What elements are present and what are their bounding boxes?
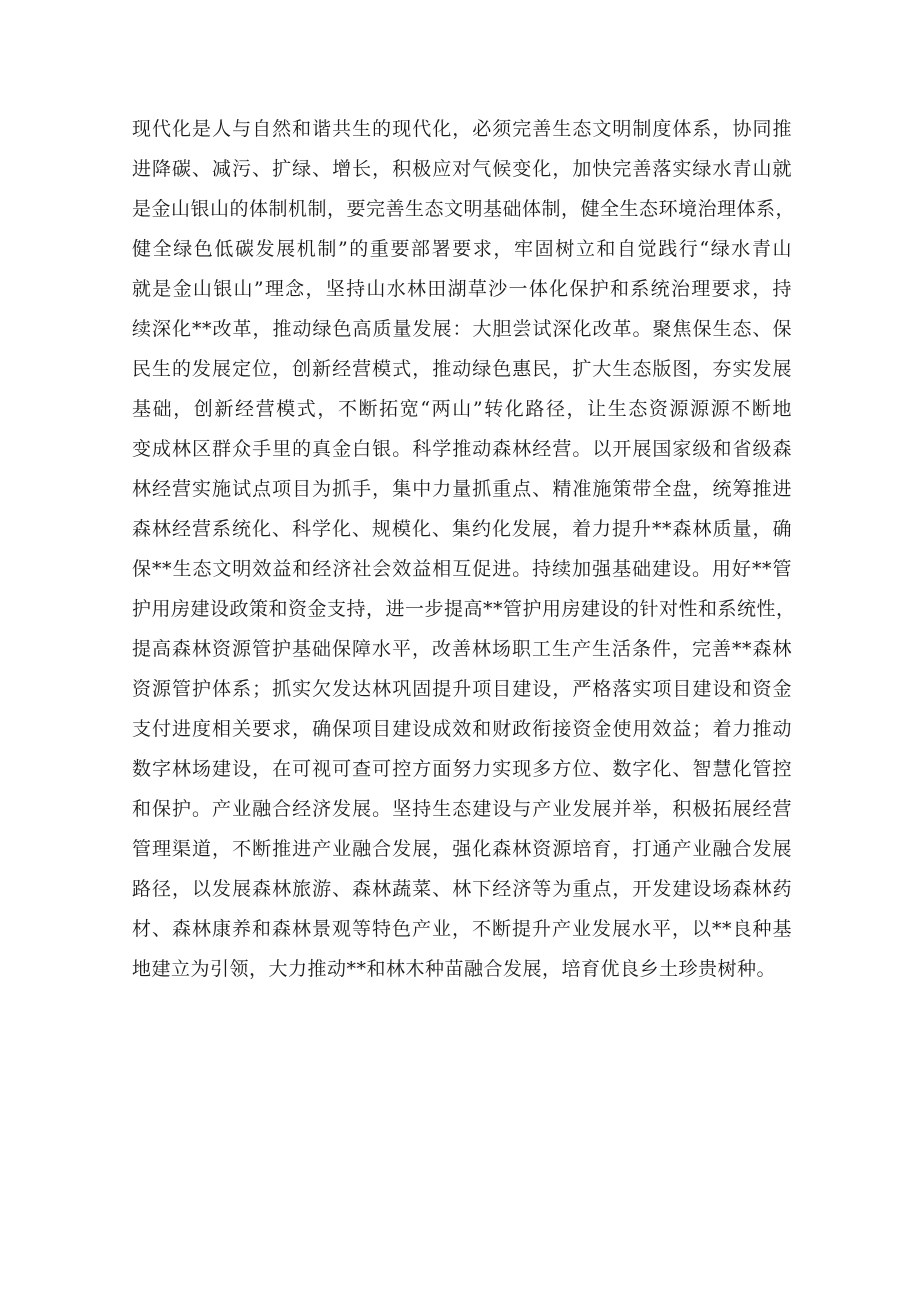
text-line: 基础，创新经营模式，不断拓宽“两山”转化路径，让生态资源源源不断地 [132,398,792,420]
text-line: 和保护。产业融合经济发展。坚持生态建设与产业发展并举，积极拓展经营 [132,798,792,820]
text-line: 护用房建设政策和资金支持，进一步提高**管护用房建设的针对性和系统性， [132,598,796,620]
text-line: 材、森林康养和森林景观等特色产业，不断提升产业发展水平，以**良种基 [132,918,792,940]
text-line: 变成林区群众手里的真金白银。科学推动森林经营。以开展国家级和省级森 [132,438,792,460]
text-line: 就是金山银山”理念，坚持山水林田湖草沙一体化保护和系统治理要求，持 [132,278,792,300]
text-line: 进降碳、减污、扩绿、增长，积极应对气候变化，加快完善落实绿水青山就 [132,158,792,180]
text-line: 健全绿色低碳发展机制”的重要部署要求，牢固树立和自觉践行“绿水青山 [132,238,792,260]
text-line: 保**生态文明效益和经济社会效益相互促进。持续加强基础建设。用好**管 [132,558,792,580]
text-line: 森林经营系统化、科学化、规模化、集约化发展，着力提升**森林质量，确 [132,518,792,540]
text-line: 路径，以发展森林旅游、森林蔬菜、林下经济等为重点，开发建设场森林药 [132,878,792,900]
text-line: 民生的发展定位，创新经营模式，推动绿色惠民，扩大生态版图，夯实发展 [132,358,792,380]
text-line: 林经营实施试点项目为抓手，集中力量抓重点、精准施策带全盘，统筹推进 [132,478,792,500]
text-line: 支付进度相关要求，确保项目建设成效和财政衔接资金使用效益；着力推动 [132,718,792,740]
text-line: 数字林场建设，在可视可查可控方面努力实现多方位、数字化、智慧化管控 [132,758,792,780]
text-line: 提高森林资源管护基础保障水平，改善林场职工生产生活条件，完善**森林 [132,638,792,660]
text-line: 管理渠道，不断推进产业融合发展，强化森林资源培育，打通产业融合发展 [132,838,792,860]
text-line: 地建立为引领，大力推动**和林木种苗融合发展，培育优良乡土珍贵树种。 [132,958,777,980]
text-line: 资源管护体系；抓实欠发达林巩固提升项目建设，严格落实项目建设和资金 [132,678,792,700]
text-line: 是金山银山的体制机制，要完善生态文明基础体制，健全生态环境治理体系， [132,198,796,220]
text-line: 现代化是人与自然和谐共生的现代化，必须完善生态文明制度体系，协同推 [132,118,792,140]
text-line: 续深化**改革，推动绿色高质量发展：大胆尝试深化改革。聚焦保生态、保 [132,318,792,340]
